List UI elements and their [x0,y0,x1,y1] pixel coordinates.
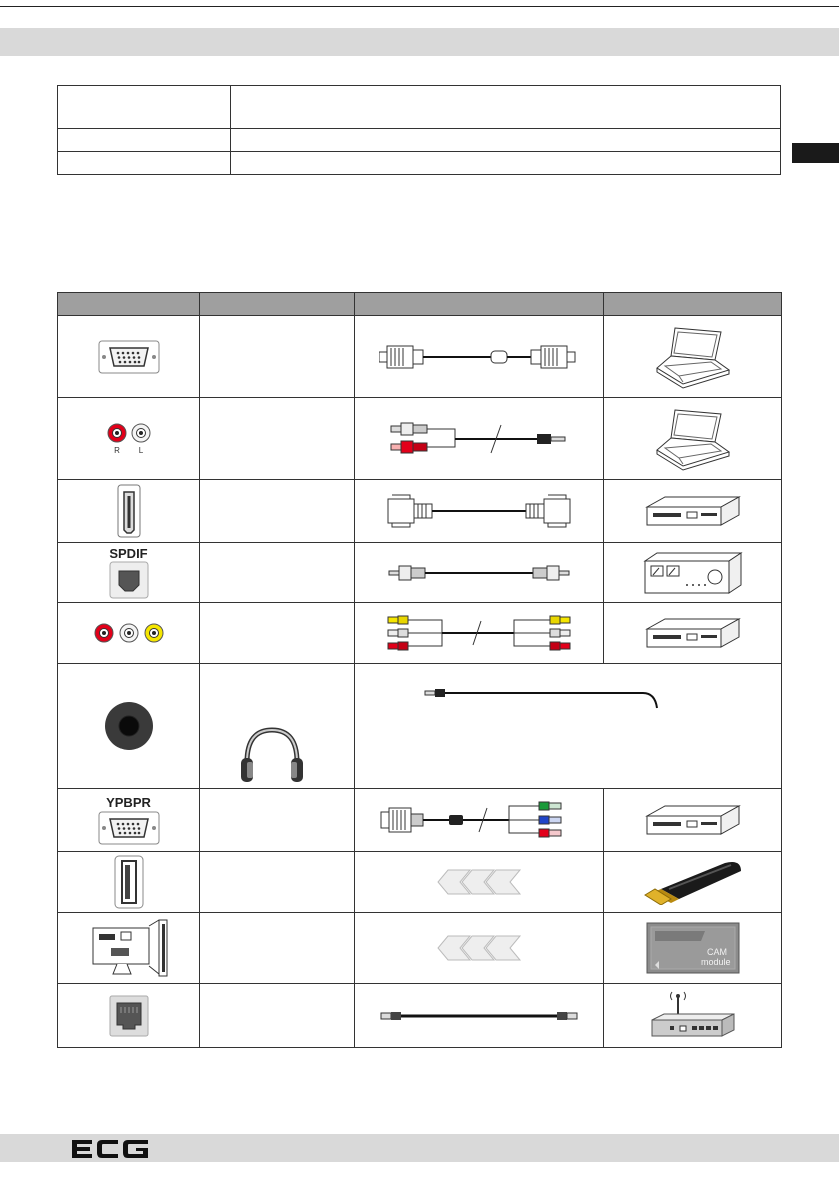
table-row [58,664,782,789]
media-player-icon [645,615,741,651]
cable-cell [355,984,604,1048]
vga-cable-icon [379,340,579,374]
cable-cell [355,398,604,480]
audio-in-rl-icon [101,422,157,456]
device-cell [604,316,782,398]
spdif-optical-port-icon [109,561,149,599]
type-cell [200,543,355,603]
cable-and-device-cell [355,664,782,789]
svg-text:module: module [700,957,731,967]
device-cell [604,480,782,543]
headphone-cable-icon [355,664,775,726]
connector-cell [58,480,200,543]
cable-cell [355,480,604,543]
table-row [58,603,782,664]
type-cell [200,480,355,543]
connector-cell [58,984,200,1048]
headphone-jack-icon [103,700,155,752]
ethernet-cable-icon [379,1008,579,1024]
ci-slot-icon [87,918,171,978]
vga-port-icon [98,340,160,374]
type-cell [200,913,355,984]
device-cell [604,603,782,664]
connector-cell [58,398,200,480]
table-row [58,129,781,152]
table-row [58,789,782,852]
laptop-icon [653,324,733,390]
header-rule [0,6,839,7]
hdmi-port-icon [117,484,141,538]
usb-stick-icon [641,859,745,905]
device-cell [604,789,782,852]
table-row [58,398,782,480]
header-cell-cable [355,293,604,316]
connections-header-row [58,293,782,316]
ypbpr-cable-icon [379,800,579,840]
spec-table [57,85,781,175]
svg-text:L: L [138,445,143,455]
type-cell [200,789,355,852]
table-row [58,86,781,129]
composite-av-port-icon [91,621,167,645]
insert-arrows-icon [436,935,522,961]
cable-cell [355,913,604,984]
connections-table [57,292,782,1048]
connector-cell [58,603,200,664]
connector-cell [58,913,200,984]
table-row [58,316,782,398]
device-cell [604,984,782,1048]
table-row [58,480,782,543]
type-cell [200,984,355,1048]
device-cell [604,913,782,984]
table-row [58,543,782,603]
ethernet-port-icon [109,995,149,1037]
cable-cell [355,852,604,913]
insert-arrows-icon [436,869,522,895]
media-player-icon [645,802,741,838]
svg-text:R: R [113,445,120,455]
device-cell [604,852,782,913]
header-cell-device [604,293,782,316]
cable-cell [355,603,604,664]
language-tab [792,143,839,163]
type-cell [200,603,355,664]
header-cell-connector [58,293,200,316]
table-row [58,852,782,913]
type-cell [200,852,355,913]
media-player-icon [645,493,741,529]
device-cell [604,398,782,480]
header-cell-type [200,293,355,316]
device-cell [604,543,782,603]
table-row [58,152,781,175]
cable-cell [355,316,604,398]
cable-cell [355,789,604,852]
usb-port-icon [114,855,144,909]
composite-av-cable-icon [384,613,574,653]
connector-cell [58,316,200,398]
ypbpr-port-icon [98,811,160,845]
connector-cell [58,852,200,913]
audio-amplifier-icon [643,551,743,595]
ecg-logo [68,1138,154,1160]
type-cell [200,316,355,398]
connector-cell [58,543,200,603]
cable-cell [355,543,604,603]
laptop-icon [653,406,733,472]
spdif-label: SPDIF [109,545,148,561]
header-band [0,28,839,56]
hdmi-cable-icon [384,491,574,531]
headphones-icon [239,726,305,788]
svg-text:CAM: CAM [706,947,727,957]
table-row [58,913,782,984]
type-cell [200,398,355,480]
router-icon [648,988,738,1044]
cam-module-icon [645,921,741,975]
connector-cell [58,789,200,852]
coaxial-cable-icon [387,561,571,585]
rca-to-minijack-cable-icon [387,419,571,459]
connector-cell [58,664,200,789]
table-row [58,984,782,1048]
ypbpr-label: YPBPR [106,795,151,810]
